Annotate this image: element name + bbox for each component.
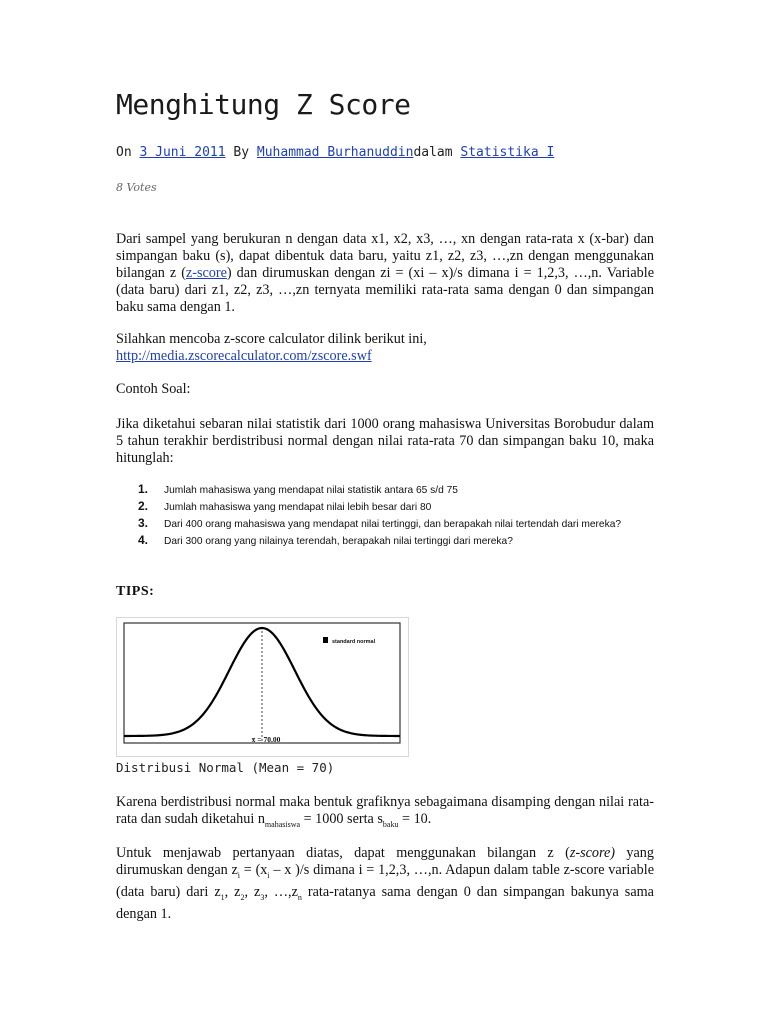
explanation-paragraph — [116, 794, 654, 833]
meta-on: On — [116, 145, 132, 160]
author-link[interactable]: Muhammad Burhanuddin — [256, 145, 414, 160]
formula-text: Untuk menjawab pertanyaan diatas, dapat menggunakan bilangan z ( — [116, 845, 570, 861]
intro-text-b: ) dan dirumuskan dengan zi = (xi – x)/s dimana i = 1,2,3, …,n. Variable (data baru) dari z1, z2, z3, …,zn ternyata memiliki rata-rata sama dengan 0 dan simpangan baku sama dengan 1. — [116, 265, 654, 315]
legend-swatch — [323, 637, 328, 643]
formula-text: , z — [224, 883, 241, 900]
post-meta — [116, 145, 554, 160]
formula-text: , …,z — [264, 883, 298, 900]
formula-text: – x )/s dimana i = 1,2,3, …,n. Adapun dalam table z-score variable (data baru) dari z — [116, 862, 654, 900]
calculator-link[interactable]: http://media.zscorecalculator.com/zscore.swf — [116, 348, 372, 364]
intro-paragraph — [116, 231, 654, 316]
question-number: 1. — [138, 482, 149, 496]
question-text: Dari 400 orang mahasiswa yang mendapat nilai tertinggi, dan berapakah nilai tertendah dari mereka? — [164, 519, 622, 530]
normal-distribution-figure — [116, 617, 409, 757]
calculator-paragraph — [116, 331, 654, 365]
example-heading: Contoh Soal: — [116, 381, 191, 397]
subscript: i — [267, 870, 270, 880]
meta-by: By — [233, 145, 250, 160]
question-text: Dari 300 orang yang nilainya terendah, berapakah nilai tertinggi dari mereka? — [164, 536, 513, 547]
mean-label: x̄ = 70.00 — [251, 735, 281, 744]
subscript: n — [297, 892, 302, 902]
list-item — [138, 499, 656, 514]
legend-label: standard normal — [332, 639, 376, 645]
formula-text: = (x — [240, 862, 268, 878]
normal-curve-chart — [116, 617, 409, 757]
figure-caption: Distribusi Normal (Mean = 70) — [116, 760, 335, 775]
formula-text: yang dirumuskan dengan z — [116, 845, 654, 878]
category-link[interactable]: Statistika I — [460, 145, 555, 160]
meta-in: dalam — [413, 145, 453, 160]
question-list — [116, 484, 656, 552]
explanation-text-a: Karena berdistribusi normal maka bentuk grafiknya sebagaimana disamping dengan nilai rata-rata dan sudah diketahui n — [116, 794, 654, 827]
list-item — [138, 533, 656, 548]
question-number: 2. — [138, 499, 149, 513]
explanation-text-c: = 10. — [398, 811, 432, 827]
question-text: Jumlah mahasiswa yang mendapat nilai lebih besar dari 80 — [164, 502, 432, 513]
list-item — [138, 516, 656, 531]
problem-paragraph: Jika diketahui sebaran nilai statistik dari 1000 orang mahasiswa Universitas Borobudur dalam 5 tahun terakhir berdistribusi normal dengan nilai rata-rata 70 dan simpangan baku 10, maka hitunglah: — [116, 416, 654, 466]
formula-text: rata-ratanya sama dengan 0 dan simpangan bakunya sama dengan 1. — [116, 883, 654, 922]
explanation-text-b: = 1000 serta s — [300, 811, 383, 827]
z-score-link[interactable]: z-score — [185, 265, 227, 281]
intro-text-a: Dari sampel yang berukuran n dengan data x1, x2, x3, …, xn dengan rata-rata x (x-bar) dan simpangan baku (s), dapat dibentuk data baru, yaitu z1, z2, z3, …,zn dengan menggunakan bilangan z ( — [116, 231, 654, 281]
subscript: 3 — [260, 892, 265, 902]
subscript: baku — [382, 819, 399, 829]
subscript: i — [237, 870, 241, 880]
page-title: Menghitung Z Score — [116, 88, 411, 121]
date-link[interactable]: 3 Juni 2011 — [139, 145, 226, 160]
subscript: 2 — [240, 892, 245, 902]
list-item — [138, 482, 656, 497]
formula-emphasis: z-score) — [569, 845, 616, 861]
question-text: Jumlah mahasiswa yang mendapat nilai statistik antara 65 s/d 75 — [164, 485, 458, 496]
calculator-text: Silahkan mencoba z-score calculator dilink berikut ini, — [116, 331, 427, 347]
question-number: 3. — [138, 516, 149, 530]
votes-count: 8 Votes — [116, 181, 157, 194]
formula-paragraph — [116, 845, 654, 923]
subscript: mahasiswa — [264, 819, 301, 829]
tips-heading: TIPS: — [116, 584, 155, 599]
formula-text: , z — [244, 883, 261, 900]
subscript: 1 — [220, 892, 225, 902]
question-number: 4. — [138, 533, 149, 547]
